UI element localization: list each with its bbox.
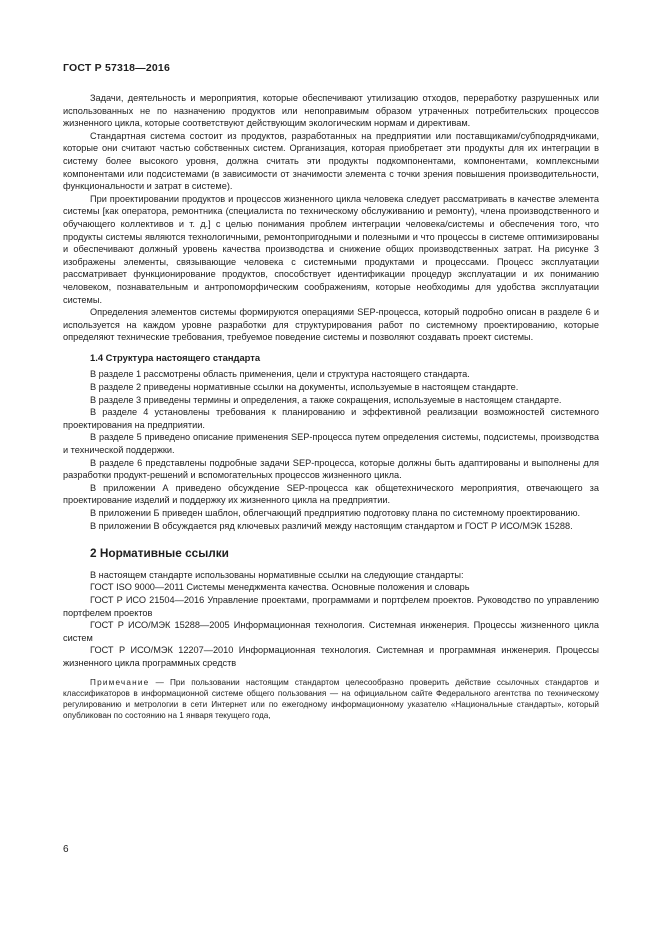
page-number: 6 [63,844,69,855]
paragraph: Стандартная система состоит из продуктов, разработанных на предприятии или поставщиками/субподрядчиками, которые они считают частью собственных систем. Организация, которая приобретает эти продукты для их интеграции в систему более высокого уровня, должна считать эти продукты подкомпонентами, компонентами, комплексными компонентами или подсистемами (в зависимости от значимости элемента с точки зрения повышения производительности, функциональности и затрат в системе). [63,130,599,192]
note-label: Примечание [90,677,150,687]
note-text: — При пользовании настоящим стандартом целесообразно проверить действие ссылочных стандартов и классификаторов в информационной системе общего пользования — на официальном сайте Федерального агентства по техническому регулированию и метрологии в сети Интернет или по ежегодному информационному указателю «Национальные стандарты», который опубликован по состоянию на 1 января текущего года, [63,677,599,721]
reference-item: ГОСТ Р ИСО/МЭК 15288—2005 Информационная технология. Системная инженерия. Процессы жизненного цикла систем [63,620,599,643]
paragraph: В разделе 4 установлены требования к планированию и эффективной реализации возможностей системного проектирования на предприятии. [63,407,599,430]
section-1-4-heading: 1.4 Структура настоящего стандарта [90,351,261,363]
paragraph: В приложении В обсуждается ряд ключевых различий между настоящим стандартом и ГОСТ Р ИСО/МЭК 15288. [90,520,573,531]
paragraph: В разделе 3 приведены термины и определения, а также сокращения, используемые в настоящем стандарте. [90,394,562,405]
paragraph: В разделе 6 представлены подробные задачи SEP-процесса, которые должны быть адаптированы и выполнены для разработки продукт-решений и вспомогательных процессов жизненного цикла. [63,457,599,481]
section-2-heading: 2 Нормативные ссылки [90,546,229,561]
reference-item: ГОСТ ISO 9000—2011 Системы менеджмента качества. Основные положения и словарь [90,582,470,593]
document-body [63,92,599,722]
paragraph: При проектировании продуктов и процессов жизненного цикла человека следует рассматривать в качестве элемента системы [как оператора, ремонтника (специалиста по техническому обслуживанию и ремонту), члена производственного и обучающего коллективов и т. д.] с целью понимания проблем интеграции человека/системы и обеспечения того, что продукты системы являются технологичными, ремонтопригодными и полезными и что процессы в системе оптимизированы и обеспечивают должный уровень качества производства и снижение общих производственных затрат. На рисунке 3 изображены элементы, связывающие человека с системными продуктами и процессами. Процесс эксплуатации рассматривает функционирование продуктов, способствует идентификации процедур эксплуатации и их пониманию человеком, познавательным и антропоморфическим соображениям, которые необходимы для удобства эксплуатации системы. [63,193,599,305]
note-paragraph [63,677,599,722]
paragraph: В разделе 1 рассмотрены область применения, цели и структура настоящего стандарта. [90,369,470,380]
paragraph: В разделе 5 приведено описание применения SEP-процесса путем определения системы, подсистемы, производства и технической поддержки. [63,432,599,456]
paragraph: Задачи, деятельность и мероприятия, которые обеспечивают утилизацию отходов, переработку разрушенных или использованных не по назначению продуктов или непоправимым образом утраченных потребительских процессов жизненного цикла, которые соответствуют действующим экологическим нормам и директивам. [63,93,599,129]
reference-item: ГОСТ Р ИСО/МЭК 12207—2010 Информационная технология. Системная и программная инженерия. Процессы жизненного цикла программных средств [63,645,599,668]
reference-item: ГОСТ Р ИСО 21504—2016 Управление проектами, программами и портфелем проектов. Руководство по управлению портфелем проектов [63,594,599,618]
paragraph: В приложении Б приведен шаблон, облегчающий предприятию подготовку плана по системному проектированию. [90,508,581,518]
document-header: ГОСТ Р 57318—2016 [63,62,171,74]
paragraph: В разделе 2 приведены нормативные ссылки на документы, используемые в настоящем стандарте. [90,382,519,393]
paragraph: Определения элементов системы формируются операциями SEP-процесса, который подробно описан в разделе 6 и используется на каждом уровне разработки для структурирования работ по системному проектированию, которые определяют технические требования, требуемое поведение системы и позволяют создавать проект системы. [63,307,599,343]
paragraph: В приложении А приведено обсуждение SEP-процесса как общетехнического мероприятия, отвечающего за проектирование изделий и поддержку их жизненного цикла на предприятии. [63,482,599,506]
note-block [63,677,599,722]
paragraph: В настоящем стандарте использованы нормативные ссылки на следующие стандарты: [90,569,464,580]
